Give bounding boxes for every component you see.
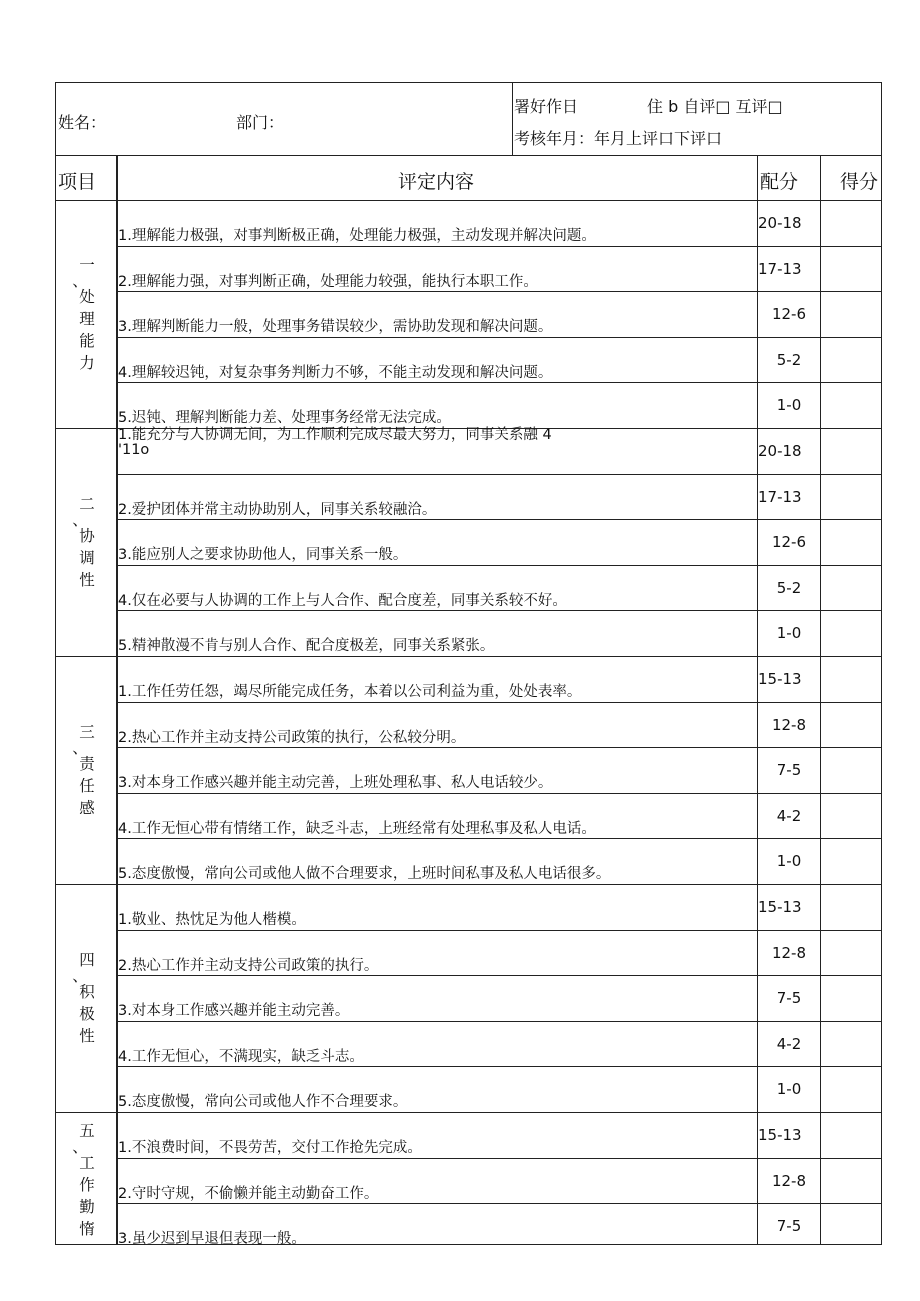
points-range: 1-0 — [776, 852, 802, 871]
points-range: 15-13 — [758, 1126, 802, 1144]
category-title — [56, 656, 118, 884]
category-title-char: 工 — [79, 1154, 95, 1173]
row-divider — [116, 975, 882, 976]
score-cell — [821, 1159, 881, 1203]
row-divider — [116, 930, 882, 931]
row-divider — [116, 519, 882, 520]
category-title — [56, 884, 118, 1112]
category-title-char: 极 — [79, 1005, 95, 1023]
criterion-text: 4.仅在必要与人协调的工作上与人合作、配合度差，同事关系较不好。 — [118, 592, 567, 609]
row-divider — [116, 246, 882, 247]
points-range: 17-13 — [758, 259, 802, 278]
criterion-text: 1.理解能力极强，对事判断极正确，处理能力极强，主动发现并解决问题。 — [118, 228, 596, 244]
criterion-text: 3.对本身工作感兴趣并能主动完善，上班处理私事、私人电话较少。 — [118, 775, 553, 792]
criterion-text: 5.态度傲慢，常向公司或他人做不合理要求，上班时间私事及私人电话很多。 — [118, 866, 611, 883]
row-divider — [116, 565, 882, 566]
criterion-text: 2.理解能力强，对事判断正确，处理能力较强，能执行本职工作。 — [118, 273, 538, 290]
score-cell — [821, 794, 881, 838]
points-range: 17-13 — [758, 487, 802, 506]
row-divider — [116, 793, 882, 794]
points-range: 7-5 — [776, 761, 802, 780]
criterion-text: 1.敬业、热忱足为他人楷模。 — [118, 912, 306, 928]
points-range: 5-2 — [776, 350, 802, 369]
category-title-char: 五 — [79, 1122, 95, 1141]
points-range: 12-8 — [771, 715, 807, 734]
category-title-char: 作 — [79, 1176, 95, 1195]
section-divider — [55, 1112, 882, 1113]
points-range: 7-5 — [776, 989, 802, 1008]
criterion-text: 2.热心工作并主动支持公司政策的执行，公私较分明。 — [118, 729, 466, 746]
category-title-char: 三 — [79, 723, 95, 741]
criterion-text: 3.理解判断能力一般，处理事务错误较少，需协助发现和解决问题。 — [118, 319, 553, 336]
score-cell — [821, 748, 881, 792]
score-cell — [821, 703, 881, 747]
criterion-text: 2.爱护团体并常主动协助别人，同事关系较融洽。 — [118, 501, 437, 518]
criterion-text: 5.精神散漫不肯与别人合作、配合度极差，同事关系紧张。 — [118, 638, 495, 655]
row-divider — [116, 382, 882, 383]
row-divider — [116, 838, 882, 839]
points-range: 7-5 — [776, 1217, 802, 1236]
criterion-text-continued: '11o — [118, 442, 150, 458]
points-range: 15-13 — [758, 670, 802, 688]
column-score: 得分 — [840, 171, 879, 193]
row-divider — [116, 1021, 882, 1022]
criterion-text: 2.热心工作并主动支持公司政策的执行。 — [118, 957, 379, 974]
category-title-char: 协 — [79, 527, 95, 545]
column-points: 配分 — [760, 171, 799, 193]
category-title-char: 调 — [79, 549, 95, 567]
category-title-char: 积 — [79, 983, 95, 1001]
score-cell — [821, 1022, 881, 1066]
score-cell — [821, 931, 881, 975]
points-range: 1-0 — [776, 624, 802, 643]
criterion-text: 5.迟钝、理解判断能力差、处理事务经常无法完成。 — [118, 410, 451, 427]
criterion-text: 1.工作任劳任怨，竭尽所能完成任务，本着以公司利益为重，处处表率。 — [118, 684, 582, 700]
row-divider — [116, 1203, 882, 1204]
header-divider — [512, 82, 513, 155]
points-range: 12-6 — [771, 533, 807, 552]
criterion-text: 1.能充分与人协调无间，为工作顺利完成尽最大努力，同事关系融 4 — [118, 427, 552, 443]
category-title-char: 惰 — [79, 1220, 95, 1239]
category-title — [56, 428, 118, 656]
row-divider — [116, 1066, 882, 1067]
score-cell — [821, 1067, 881, 1111]
category-title — [56, 1112, 118, 1249]
category-title-char: 理 — [79, 310, 95, 328]
row-divider — [116, 702, 882, 703]
category-title-char: 、 — [72, 1138, 88, 1157]
category-title-char: 任 — [79, 777, 95, 795]
category-title-char: 性 — [79, 1027, 95, 1045]
category-title-char: 一 — [79, 256, 95, 274]
category-title-char: 感 — [79, 799, 95, 817]
score-cell — [821, 1204, 881, 1248]
points-range: 20-18 — [758, 442, 802, 460]
points-range: 1-0 — [776, 396, 802, 415]
score-cell — [821, 247, 881, 291]
points-range: 5-2 — [776, 578, 802, 597]
score-cell — [821, 338, 881, 382]
score-cell — [821, 1113, 881, 1157]
category-title-char: 四 — [79, 951, 95, 969]
category-title-char: 处 — [79, 288, 95, 306]
category-title-char: 责 — [79, 755, 95, 773]
category-title-char: 、 — [72, 739, 88, 757]
evaluation-type-options: 住 b 自评□ 互评□ — [647, 97, 783, 116]
section-divider — [55, 884, 882, 885]
points-range: 12-8 — [771, 1171, 807, 1190]
row-divider — [116, 610, 882, 611]
criterion-text: 3.虽少迟到早退但表现一般。 — [118, 1231, 306, 1248]
row-divider — [116, 474, 882, 475]
dept-label: 部门： — [236, 113, 285, 132]
criterion-text: 3.能应别人之要求协助他人，同事关系一般。 — [118, 547, 408, 564]
category-title-char: 、 — [72, 511, 88, 529]
points-range: 4-2 — [776, 1034, 802, 1053]
assessment-month: 考核年月：年月上评口下评口 — [514, 129, 723, 148]
row-divider — [116, 1158, 882, 1159]
section-divider — [55, 656, 882, 657]
score-cell — [821, 976, 881, 1020]
points-range: 1-0 — [776, 1080, 802, 1099]
score-cell — [821, 839, 881, 883]
column-item: 项目 — [58, 171, 97, 193]
criterion-text: 4.工作无恒心，不满现实，缺乏斗志。 — [118, 1048, 364, 1065]
criterion-text: 3.对本身工作感兴趣并能主动完善。 — [118, 1003, 350, 1020]
category-title-char: 性 — [79, 571, 95, 589]
category-title-char: 、 — [72, 967, 88, 985]
score-cell — [821, 885, 881, 929]
category-title-char: 力 — [79, 354, 95, 372]
points-range: 12-6 — [771, 305, 807, 324]
form-info-left: 署好作日 — [514, 97, 579, 116]
score-cell — [821, 201, 881, 245]
criterion-text: 4.工作无恒心带有情绪工作，缺乏斗志，上班经常有处理私事及私人电话。 — [118, 820, 596, 837]
score-cell — [821, 611, 881, 655]
score-cell — [821, 657, 881, 701]
criterion-text: 2.守时守规，不偷懒并能主动勤奋工作。 — [118, 1185, 379, 1202]
points-range: 12-8 — [771, 943, 807, 962]
row-divider — [116, 291, 882, 292]
category-title-char: 、 — [72, 272, 88, 290]
criterion-text: 5.态度傲慢，常向公司或他人作不合理要求。 — [118, 1094, 408, 1111]
points-range: 4-2 — [776, 806, 802, 825]
score-cell — [821, 383, 881, 427]
score-cell — [821, 566, 881, 610]
points-range: 20-18 — [758, 214, 802, 232]
points-range: 15-13 — [758, 898, 802, 916]
column-content: 评定内容 — [398, 171, 475, 193]
score-cell — [821, 292, 881, 336]
row-divider — [116, 337, 882, 338]
score-cell — [821, 475, 881, 519]
criterion-text: 4.理解较迟钝，对复杂事务判断力不够，不能主动发现和解决问题。 — [118, 364, 553, 381]
category-title-char: 二 — [79, 495, 95, 513]
row-divider — [116, 747, 882, 748]
category-title — [56, 200, 118, 428]
category-title-char: 勤 — [79, 1198, 95, 1217]
name-label: 姓名： — [58, 113, 107, 132]
score-cell — [821, 520, 881, 564]
criterion-text: 1.不浪费时间，不畏劳苦，交付工作抢先完成。 — [118, 1140, 422, 1156]
category-title-char: 能 — [79, 332, 95, 350]
score-cell — [821, 429, 881, 473]
